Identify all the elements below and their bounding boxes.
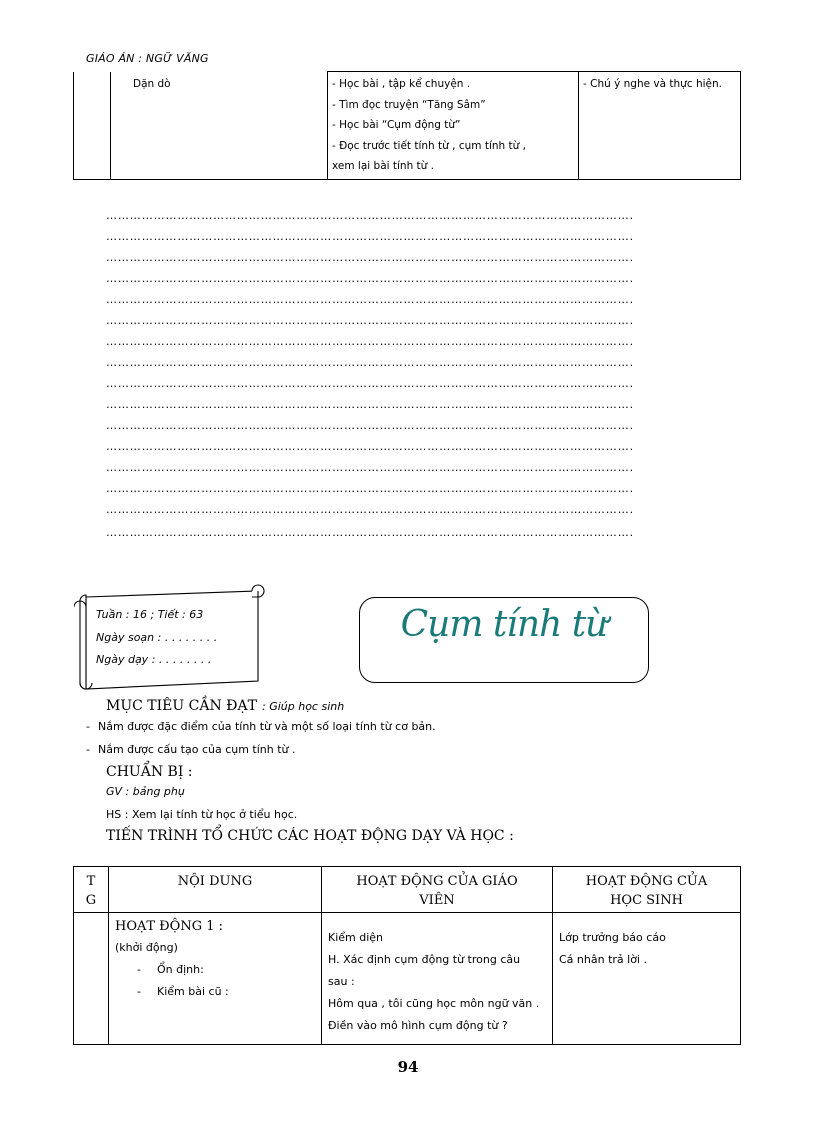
- note-line: …………………………………………………………………………………………………………………….: [106, 294, 634, 306]
- col-header-student: HOẠT ĐỘNG CỦA HỌC SINH: [553, 867, 741, 913]
- objective-item: - Nắm được cấu tạo của cụm tính từ .: [86, 743, 296, 756]
- objective-item: - Nắm được đặc điểm của tính từ và một số loại tính từ cơ bản.: [86, 720, 436, 733]
- header-subject: GIÁO ÁN : NGỮ VĂNG: [86, 52, 209, 65]
- activity-step: - Kiểm bài cũ :: [137, 985, 229, 998]
- activity-sub: (khởi động): [115, 941, 178, 954]
- previous-table: [73, 71, 741, 180]
- note-line: …………………………………………………………………………………………………………………….: [106, 399, 634, 411]
- prev-line: - Học bài “Cụm động từ”: [332, 119, 461, 131]
- prev-table-tg-cell: [74, 72, 111, 180]
- note-line: …………………………………………………………………………………………………………………….: [106, 420, 634, 432]
- note-line: …………………………………………………………………………………………………………………….: [106, 527, 634, 539]
- prev-line: - Đọc trước tiết tính từ , cụm tính từ ,: [332, 139, 526, 152]
- scroll-teach-date: Ngày dạy : . . . . . . . .: [96, 653, 212, 666]
- note-line: …………………………………………………………………………………………………………………….: [106, 273, 634, 285]
- note-line: …………………………………………………………………………………………………………………….: [106, 378, 634, 390]
- note-line: …………………………………………………………………………………………………………………….: [106, 315, 634, 327]
- note-line: …………………………………………………………………………………………………………………….: [106, 504, 634, 516]
- note-line: …………………………………………………………………………………………………………………….: [106, 336, 634, 348]
- prev-table-col-b: [328, 72, 579, 180]
- note-line: …………………………………………………………………………………………………………………….: [106, 252, 634, 264]
- note-line: …………………………………………………………………………………………………………………….: [106, 462, 634, 474]
- col-header-content: NỘI DUNG: [109, 867, 322, 913]
- row-student-cell: [553, 913, 741, 1045]
- preparation-heading: CHUẨN BỊ :: [106, 764, 193, 780]
- objectives-subtitle: : Giúp học sinh: [262, 700, 345, 713]
- teacher-line: H. Xác định cụm động từ trong câu: [328, 953, 521, 966]
- preparation-gv: GV : bảng phụ: [106, 785, 185, 798]
- objectives-heading: MỤC TIÊU CẦN ĐẠT: [106, 698, 257, 714]
- prev-line: - Tìm đọc truyện “Tăng Sâm”: [332, 98, 486, 111]
- activity-table: [73, 866, 741, 1045]
- prev-line: xem lại bài tính từ .: [332, 160, 435, 172]
- note-line: …………………………………………………………………………………………………………………….: [106, 210, 634, 222]
- teacher-line: Điền vào mô hình cụm động từ ?: [328, 1019, 508, 1032]
- row-tg-cell: [74, 913, 109, 1045]
- preparation-hs: HS : Xem lại tính từ học ở tiểu học.: [106, 808, 298, 821]
- activity-title: HOẠT ĐỘNG 1 :: [115, 919, 224, 934]
- student-line: Lớp trưởng báo cáo: [559, 931, 666, 944]
- note-line: …………………………………………………………………………………………………………………….: [106, 441, 634, 453]
- scroll-week: Tuần : 16 ; Tiết : 63: [96, 608, 204, 621]
- teacher-line: Hôm qua , tôi cũng học môn ngữ văn .: [328, 997, 540, 1010]
- teacher-line: Kiểm diện: [328, 931, 384, 944]
- activity-step: - Ổn định:: [137, 963, 204, 976]
- teacher-line: sau :: [328, 975, 355, 988]
- note-line: …………………………………………………………………………………………………………………….: [106, 483, 634, 495]
- prev-table-col-c: - Chú ý nghe và thực hiện.: [579, 72, 741, 180]
- prev-table-col-a: Dặn dò: [111, 72, 328, 180]
- process-heading: TIẾN TRÌNH TỔ CHỨC CÁC HOẠT ĐỘNG DẠY VÀ HỌC :: [106, 828, 514, 844]
- note-line: …………………………………………………………………………………………………………………….: [106, 231, 634, 243]
- scroll-prep-date: Ngày soạn : . . . . . . . .: [96, 631, 218, 644]
- objectives-heading-row: [106, 695, 344, 714]
- note-line: …………………………………………………………………………………………………………………….: [106, 357, 634, 369]
- student-line: Cá nhân trả lời .: [559, 953, 647, 966]
- row-teacher-cell: [322, 913, 553, 1045]
- prev-line: - Học bài , tập kể chuyện .: [332, 78, 471, 90]
- col-header-tg: T G: [74, 867, 109, 913]
- lesson-title: Cụm tính từ: [400, 604, 608, 645]
- col-header-teacher: HOẠT ĐỘNG CỦA GIÁO VIÊN: [322, 867, 553, 913]
- page-number: 94: [397, 1058, 419, 1076]
- row-content-cell: [109, 913, 322, 1045]
